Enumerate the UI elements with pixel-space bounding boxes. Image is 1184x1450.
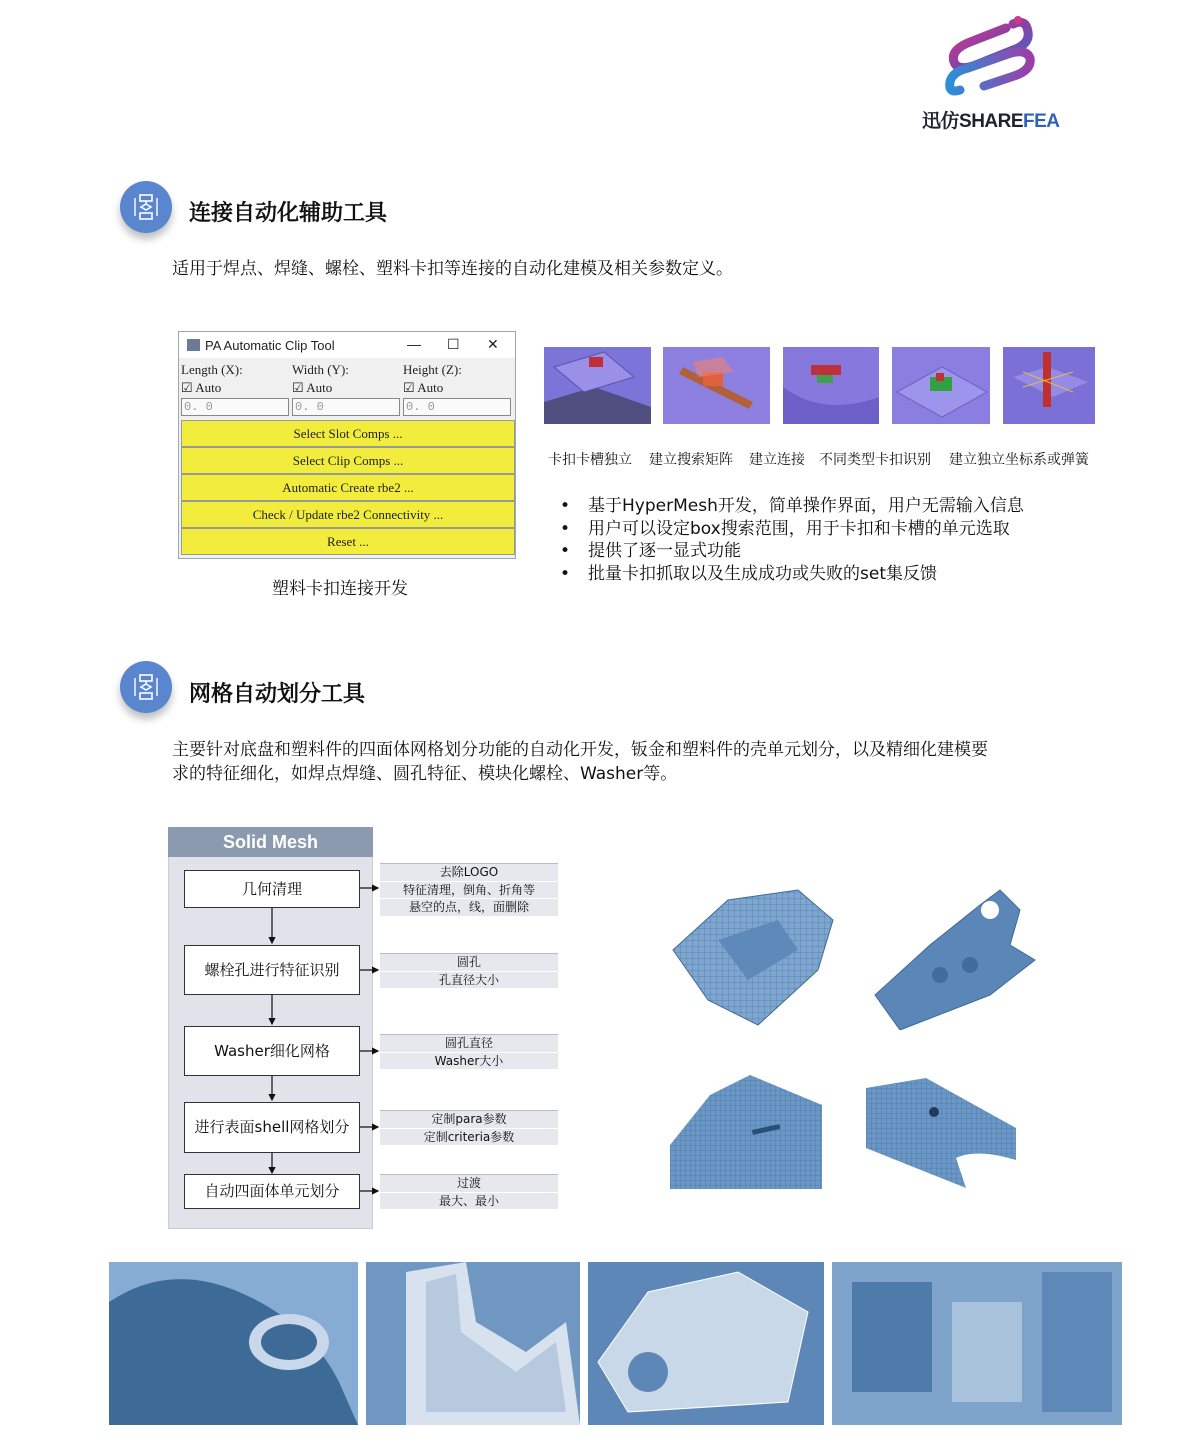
width-auto-checkbox[interactable]: ☑ Auto (292, 380, 333, 395)
height-label: Height (Z): (403, 362, 462, 377)
thumb-search-matrix (663, 347, 770, 424)
height-auto-checkbox[interactable]: ☑ Auto (403, 380, 444, 395)
dialog-caption: 塑料卡扣连接开发 (272, 579, 408, 599)
list-item: • 用户可以设定box搜索范围，用于卡扣和卡槽的单元选取 (560, 518, 1080, 541)
length-input[interactable]: 0. 0 (181, 398, 289, 416)
maximize-icon[interactable]: ☐ (447, 336, 460, 352)
flow-note-5: 过渡 最大、最小 (380, 1174, 558, 1210)
thumb-clip-types (892, 347, 990, 424)
section-title: 网格自动划分工具 (189, 682, 366, 707)
tetra-mesh-section-image (366, 1262, 580, 1425)
flow-step-washer: Washer细化网格 (184, 1026, 360, 1076)
thumb-label-1: 卡扣卡槽独立 (548, 452, 632, 468)
select-slot-comps-button[interactable]: Select Slot Comps ... (181, 420, 515, 447)
height-group (403, 362, 513, 416)
thumb-clip-slot (544, 347, 651, 424)
automatic-create-rbe2-button[interactable]: Automatic Create rbe2 ... (181, 474, 515, 501)
flow-step-tetra-mesh: 自动四面体单元划分 (184, 1174, 360, 1209)
close-icon[interactable]: ✕ (487, 336, 499, 352)
width-label: Width (Y): (292, 362, 349, 377)
width-group (292, 362, 402, 416)
flow-note-1: 去除LOGO 特征清理，倒角、折角等 悬空的点，线，面删除 (380, 863, 558, 917)
section-icon-connection (120, 181, 172, 233)
mesh-part-plate-image (870, 885, 1040, 1030)
width-input[interactable]: 0. 0 (292, 398, 400, 416)
length-label: Length (X): (181, 362, 243, 377)
thumb-label-5: 建立独立坐标系或弹簧 (949, 452, 1089, 468)
minimize-icon[interactable]: — (407, 336, 421, 352)
flow-note-2: 圆孔 孔直径大小 (380, 953, 558, 989)
section-title: 连接自动化辅助工具 (189, 201, 388, 226)
height-input[interactable]: 0. 0 (403, 398, 511, 416)
mesh-part-bracket-image (668, 880, 838, 1030)
section-description: 主要针对底盘和塑料件的四面体网格划分功能的自动化开发，钣金和塑料件的壳单元划分，以及精细化建模要 求的特征细化，如焊点焊缝、圆孔特征、模块化螺栓、Washer等。 (172, 740, 988, 784)
section-description: 适用于焊点、焊缝、螺栓、塑料卡扣等连接的自动化建模及相关参数定义。 (172, 259, 733, 279)
thumb-label-3: 建立连接 (749, 452, 805, 468)
logo-wordmark: 迅仿SHAREFEA (922, 111, 1060, 132)
select-clip-comps-button[interactable]: Select Clip Comps ... (181, 447, 515, 474)
assembly-mesh-image (832, 1262, 1122, 1425)
thumb-label-4: 不同类型卡扣识别 (819, 452, 931, 468)
clip-tool-dialog (178, 331, 516, 559)
length-auto-checkbox[interactable]: ☑ Auto (181, 380, 222, 395)
dialog-titlebar (179, 332, 515, 358)
solid-mesh-header: Solid Mesh (168, 827, 373, 857)
thumb-connection (783, 347, 879, 424)
section-icon-mesh (120, 661, 172, 713)
feature-list (560, 495, 1080, 585)
tetra-mesh-knuckle-image (109, 1262, 358, 1425)
app-icon (187, 339, 200, 351)
flow-note-3: 圆孔直径 Washer大小 (380, 1034, 558, 1070)
logo-mark-icon (918, 12, 1068, 107)
thumb-coordinate-system (1003, 347, 1095, 424)
length-group (181, 362, 291, 416)
flow-chart-icon (132, 193, 160, 221)
list-item: • 批量卡扣抓取以及生成成功或失败的set集反馈 (560, 563, 1080, 586)
reset-button[interactable]: Reset ... (181, 528, 515, 555)
thumb-label-2: 建立搜索矩阵 (649, 452, 733, 468)
mesh-part-panel-image (670, 1075, 822, 1189)
list-item: • 基于HyperMesh开发，简单操作界面，用户无需输入信息 (560, 495, 1080, 518)
flow-step-geometry-cleanup: 几何清理 (184, 870, 360, 908)
dialog-title: PA Automatic Clip Tool (205, 338, 335, 353)
flow-step-bolt-hole: 螺栓孔进行特征识别 (184, 945, 360, 995)
flow-note-4: 定制para参数 定制criteria参数 (380, 1110, 558, 1146)
sharefea-logo (918, 12, 1068, 130)
flow-chart-icon (132, 673, 160, 701)
flow-step-shell-mesh: 进行表面shell网格划分 (184, 1102, 360, 1153)
mesh-part-channel-image (866, 1078, 1026, 1190)
list-item: • 提供了逐一显式功能 (560, 540, 1080, 563)
shell-mesh-housing-image (588, 1262, 824, 1425)
check-update-rbe2-button[interactable]: Check / Update rbe2 Connectivity ... (181, 501, 515, 528)
